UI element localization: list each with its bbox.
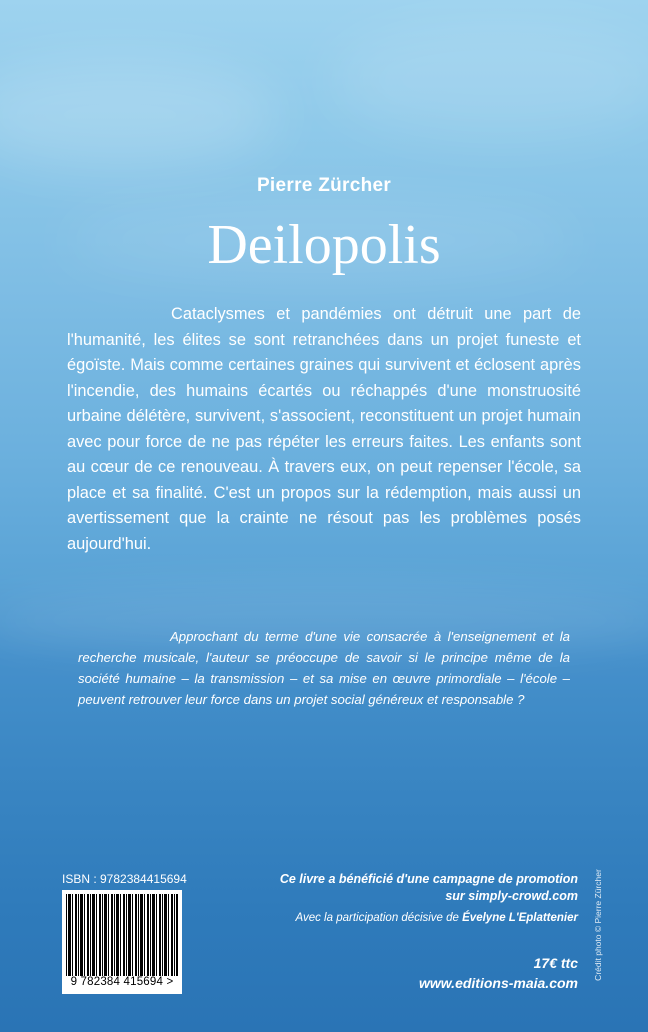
photo-credit: Crédit photo © Pierre Zürcher — [593, 869, 603, 981]
partner-credit — [296, 912, 579, 924]
cloud-decoration — [0, 60, 280, 170]
publisher-website: www.editions-maia.com — [419, 975, 578, 991]
quote-text: Approchant du terme d'une vie consacrée à l'enseignement et la recherche musicale, l'auteur se préoccupe de savoir si le principe même de la société humaine – la transmission – et sa mise en œuvre primordiale – l'école – peuvent retrouver leur force dans un projet social généreux et responsable ? — [78, 629, 570, 707]
price: 17€ ttc — [533, 955, 578, 971]
author-name: Pierre Zürcher — [256, 175, 392, 196]
blurb-text: Cataclysmes et pandémies ont détruit une part de l'humanité, les élites se sont retranchées dans un projet funeste et égoïste. Mais comme certaines graines qui survivent et éclosent après l'incendie, des humains écartés ou réchappés d'une monstruosité urbaine délétère, survivent, s'associent, reconstituent un projet humain avec pour force de ne pas répéter les erreurs faites. Les enfants sont au cœur de ce renouveau. À travers eux, on peut repenser l'école, sa place et sa finalité. C'est un propos sur la rédemption, mais aussi un avertissement que la crainte ne résout pas les problèmes posés aujourd'hui. — [67, 305, 581, 553]
promo-line-2: sur simply-crowd.com — [445, 889, 578, 903]
promo-text — [280, 871, 578, 905]
cloud-decoration — [330, 20, 648, 140]
partner-prefix: Avec la participation décisive de — [295, 912, 463, 924]
barcode-bars — [66, 894, 178, 976]
partner-name: Évelyne L'Eplattenier — [462, 912, 578, 924]
book-title: Deilopolis — [207, 214, 441, 276]
isbn-label: ISBN : 9782384415694 — [62, 872, 187, 886]
barcode-digits: 9 782384 415694 > — [70, 976, 174, 988]
blurb-paragraph — [67, 302, 581, 557]
author-quote — [78, 626, 570, 710]
barcode — [62, 890, 182, 994]
promo-line-1: Ce livre a bénéficié d'une campagne de promotion — [279, 872, 578, 886]
